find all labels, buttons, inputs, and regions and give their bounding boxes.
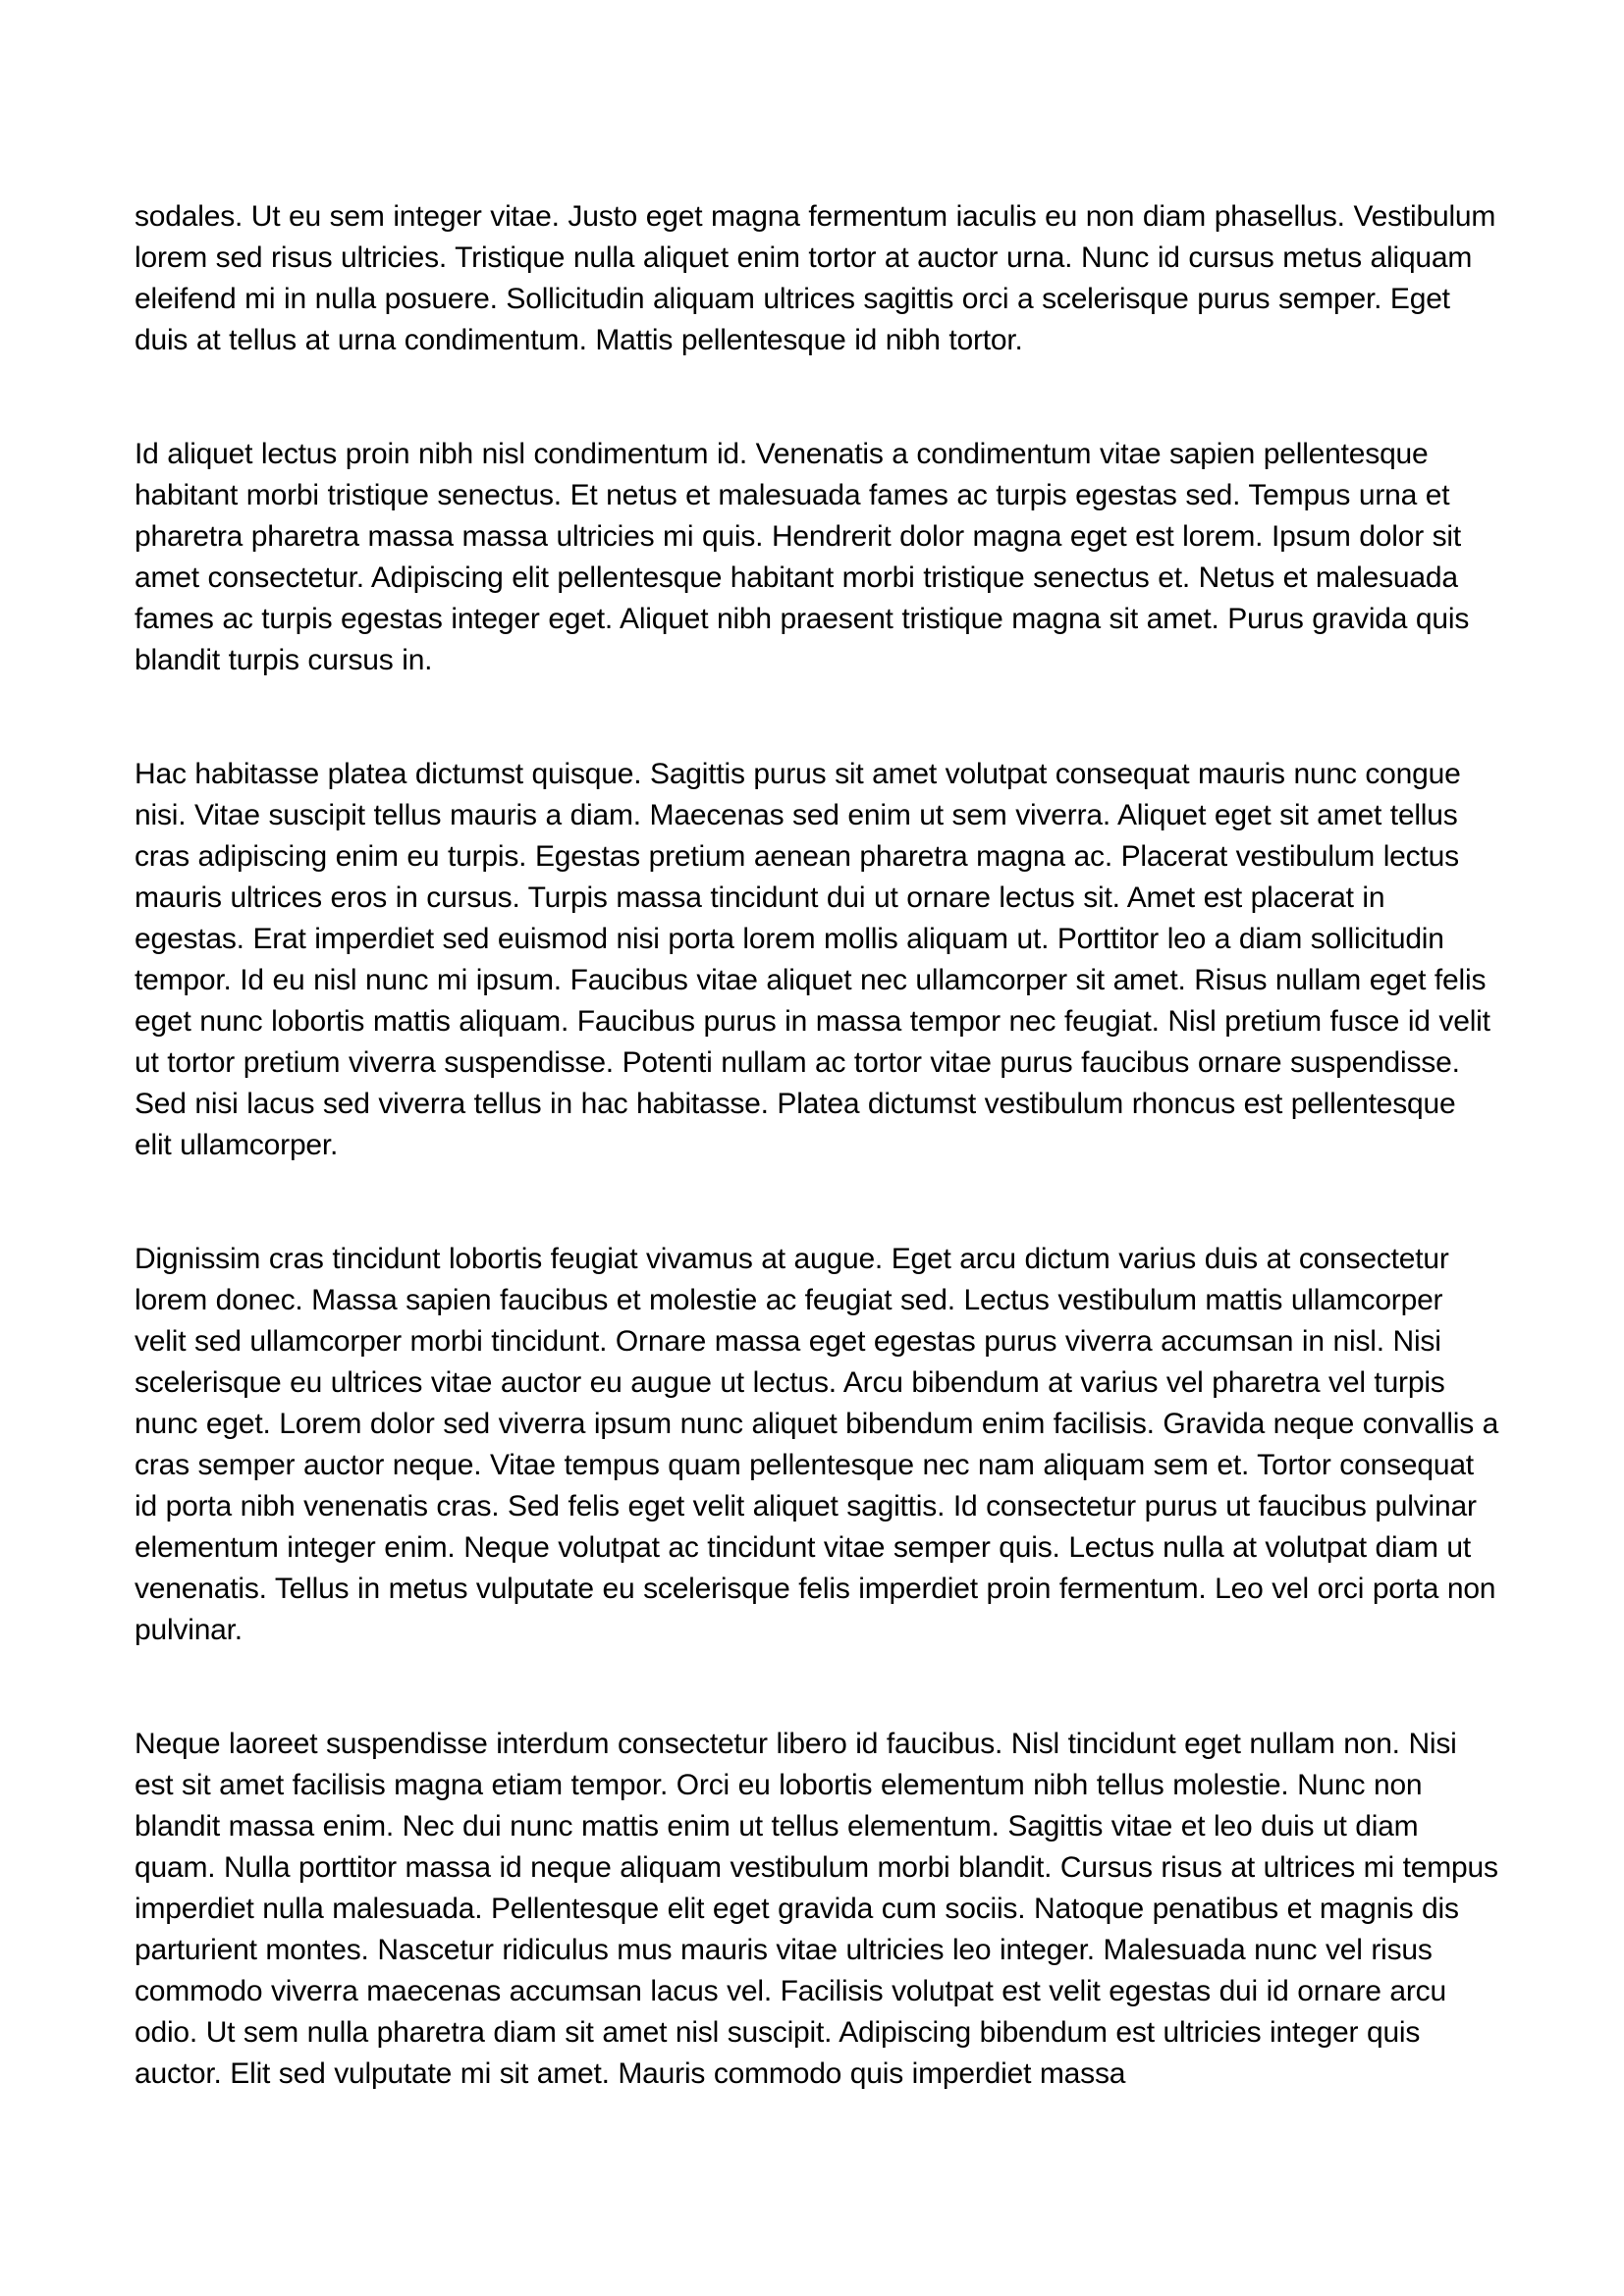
document-text-body <box>135 196 1499 2095</box>
paragraph-5: Neque laoreet suspendisse interdum consectetur libero id faucibus. Nisl tincidunt eget nullam non. Nisi est sit amet facilisis magna etiam tempor. Orci eu lobortis elementum nibh tellus molestie. Nunc non blandit massa enim. Nec dui nunc mattis enim ut tellus elementum. Sagittis vitae et leo duis ut diam quam. Nulla porttitor massa id neque aliquam vestibulum morbi blandit. Cursus risus at ultrices mi tempus imperdiet nulla malesuada. Pellentesque elit eget gravida cum sociis. Natoque penatibus et magnis dis parturient montes. Nascetur ridiculus mus mauris vitae ultricies leo integer. Malesuada nunc vel risus commodo viverra maecenas accumsan lacus vel. Facilisis volutpat est velit egestas dui id ornare arcu odio. Ut sem nulla pharetra diam sit amet nisl suscipit. Adipiscing bibendum est ultricies integer quis auctor. Elit sed vulputate mi sit amet. Mauris commodo quis imperdiet massa <box>135 1728 1498 2090</box>
paragraph-4: Dignissim cras tincidunt lobortis feugiat vivamus at augue. Eget arcu dictum varius duis at consectetur lorem donec. Massa sapien faucibus et molestie ac feugiat sed. Lectus vestibulum mattis ullamcorper velit sed ullamcorper morbi tincidunt. Ornare massa eget egestas purus viverra accumsan in nisl. Nisi scelerisque eu ultrices vitae auctor eu augue ut lectus. Arcu bibendum at varius vel pharetra vel turpis nunc eget. Lorem dolor sed viverra ipsum nunc aliquet bibendum enim facilisis. Gravida neque convallis a cras semper auctor neque. Vitae tempus quam pellentesque nec nam aliquam sem et. Tortor consequat id porta nibh venenatis cras. Sed felis eget velit aliquet sagittis. Id consectetur purus ut faucibus pulvinar elementum integer enim. Neque volutpat ac tincidunt vitae semper quis. Lectus nulla at volutpat diam ut venenatis. Tellus in metus vulputate eu scelerisque felis imperdiet proin fermentum. Leo vel orci porta non pulvinar. <box>135 1243 1499 1646</box>
paragraph-2: Id aliquet lectus proin nibh nisl condimentum id. Venenatis a condimentum vitae sapien pellentesque habitant morbi tristique senectus. Et netus et malesuada fames ac turpis egestas sed. Tempus urna et pharetra pharetra massa massa ultricies mi quis. Hendrerit dolor magna eget est lorem. Ipsum dolor sit amet consectetur. Adipiscing elit pellentesque habitant morbi tristique senectus et. Netus et malesuada fames ac turpis egestas integer eget. Aliquet nibh praesent tristique magna sit amet. Purus gravida quis blandit turpis cursus in. <box>135 438 1470 676</box>
paragraph-3: Hac habitasse platea dictumst quisque. Sagittis purus sit amet volutpat consequat mauris nunc congue nisi. Vitae suscipit tellus mauris a diam. Maecenas sed enim ut sem viverra. Aliquet eget sit amet tellus cras adipiscing enim eu turpis. Egestas pretium aenean pharetra magna ac. Placerat vestibulum lectus mauris ultrices eros in cursus. Turpis massa tincidunt dui ut ornare lectus sit. Amet est placerat in egestas. Erat imperdiet sed euismod nisi porta lorem mollis aliquam ut. Porttitor leo a diam sollicitudin tempor. Id eu nisl nunc mi ipsum. Faucibus vitae aliquet nec ullamcorper sit amet. Risus nullam eget felis eget nunc lobortis mattis aliquam. Faucibus purus in massa tempor nec feugiat. Nisl pretium fusce id velit ut tortor pretium viverra suspendisse. Potenti nullam ac tortor vitae purus faucibus ornare suspendisse. Sed nisi lacus sed viverra tellus in hac habitasse. Platea dictumst vestibulum rhoncus est pellentesque elit ullamcorper. <box>135 758 1490 1161</box>
paragraph-1: sodales. Ut eu sem integer vitae. Justo eget magna fermentum iaculis eu non diam phasellus. Vestibulum lorem sed risus ultricies. Tristique nulla aliquet enim tortor at auctor urna. Nunc id cursus metus aliquam eleifend mi in nulla posuere. Sollicitudin aliquam ultrices sagittis orci a scelerisque purus semper. Eget duis at tellus at urna condimentum. Mattis pellentesque id nibh tortor. <box>135 200 1496 356</box>
